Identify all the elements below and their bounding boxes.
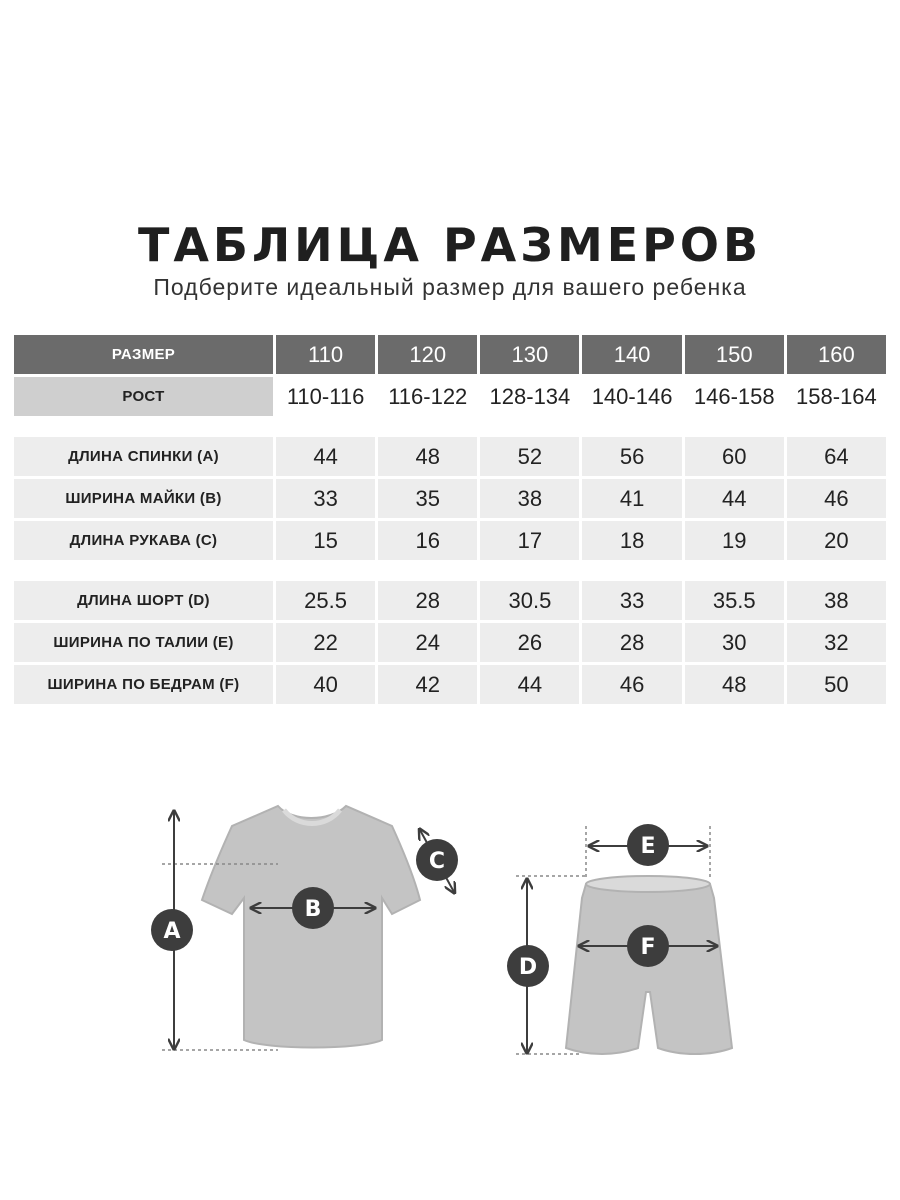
table-cell: 26: [480, 623, 579, 662]
table-cell: 44: [685, 479, 784, 518]
marker-b-label: B: [304, 897, 322, 922]
height-label: РОСТ: [14, 377, 273, 416]
size-160: 160: [787, 335, 886, 374]
row-label: ДЛИНА СПИНКИ (A): [14, 437, 273, 476]
height-value: 128-134: [480, 377, 579, 416]
table-cell: 24: [378, 623, 477, 662]
table-cell: 35.5: [685, 581, 784, 620]
table-cell: 18: [582, 521, 681, 560]
table-cell: 40: [276, 665, 375, 704]
table-cell: 48: [685, 665, 784, 704]
table-cell: 15: [276, 521, 375, 560]
row-label: ШИРИНА МАЙКИ (B): [14, 479, 273, 518]
size-130: 130: [480, 335, 579, 374]
page-subtitle: Подберите идеальный размер для вашего ребенка: [153, 274, 747, 300]
shirt-measurements: [14, 437, 886, 560]
table-cell: 32: [787, 623, 886, 662]
size-120: 120: [378, 335, 477, 374]
marker-f-label: F: [640, 935, 656, 960]
marker-c-label: C: [428, 849, 446, 874]
table-cell: 25.5: [276, 581, 375, 620]
height-value: 146-158: [685, 377, 784, 416]
marker-a-label: A: [163, 919, 181, 944]
table-cell: 16: [378, 521, 477, 560]
table-cell: 22: [276, 623, 375, 662]
height-value: 158-164: [787, 377, 886, 416]
table-cell: 52: [480, 437, 579, 476]
size-110: 110: [276, 335, 375, 374]
row-label: ДЛИНА ШОРТ (D): [14, 581, 273, 620]
table-cell: 38: [787, 581, 886, 620]
table-cell: 20: [787, 521, 886, 560]
height-value: 140-146: [582, 377, 681, 416]
page-title: ТАБЛИЦА РАЗМЕРОВ: [137, 218, 763, 272]
size-header-row: [14, 335, 886, 374]
measurement-diagram: [0, 780, 900, 1080]
table-cell: 48: [378, 437, 477, 476]
table-cell: 42: [378, 665, 477, 704]
size-header-label: РАЗМЕР: [14, 335, 273, 374]
size-140: 140: [582, 335, 681, 374]
table-cell: 38: [480, 479, 579, 518]
table-cell: 44: [480, 665, 579, 704]
table-cell: 19: [685, 521, 784, 560]
row-label: ДЛИНА РУКАВА (C): [14, 521, 273, 560]
table-cell: 28: [582, 623, 681, 662]
table-cell: 56: [582, 437, 681, 476]
table-cell: 30: [685, 623, 784, 662]
table-cell: 33: [276, 479, 375, 518]
table-cell: 64: [787, 437, 886, 476]
marker-e-label: E: [640, 834, 656, 859]
row-label: ШИРИНА ПО ТАЛИИ (E): [14, 623, 273, 662]
table-cell: 17: [480, 521, 579, 560]
height-value: 116-122: [378, 377, 477, 416]
height-row: [14, 377, 886, 416]
table-cell: 46: [582, 665, 681, 704]
shorts-measurements: [14, 581, 886, 704]
table-cell: 41: [582, 479, 681, 518]
table-cell: 60: [685, 437, 784, 476]
size-150: 150: [685, 335, 784, 374]
height-value: 110-116: [276, 377, 375, 416]
table-cell: 33: [582, 581, 681, 620]
table-cell: 44: [276, 437, 375, 476]
row-label: ШИРИНА ПО БЕДРАМ (F): [14, 665, 273, 704]
table-cell: 30.5: [480, 581, 579, 620]
table-cell: 50: [787, 665, 886, 704]
table-cell: 35: [378, 479, 477, 518]
marker-d-label: D: [518, 955, 538, 980]
table-cell: 28: [378, 581, 477, 620]
table-cell: 46: [787, 479, 886, 518]
